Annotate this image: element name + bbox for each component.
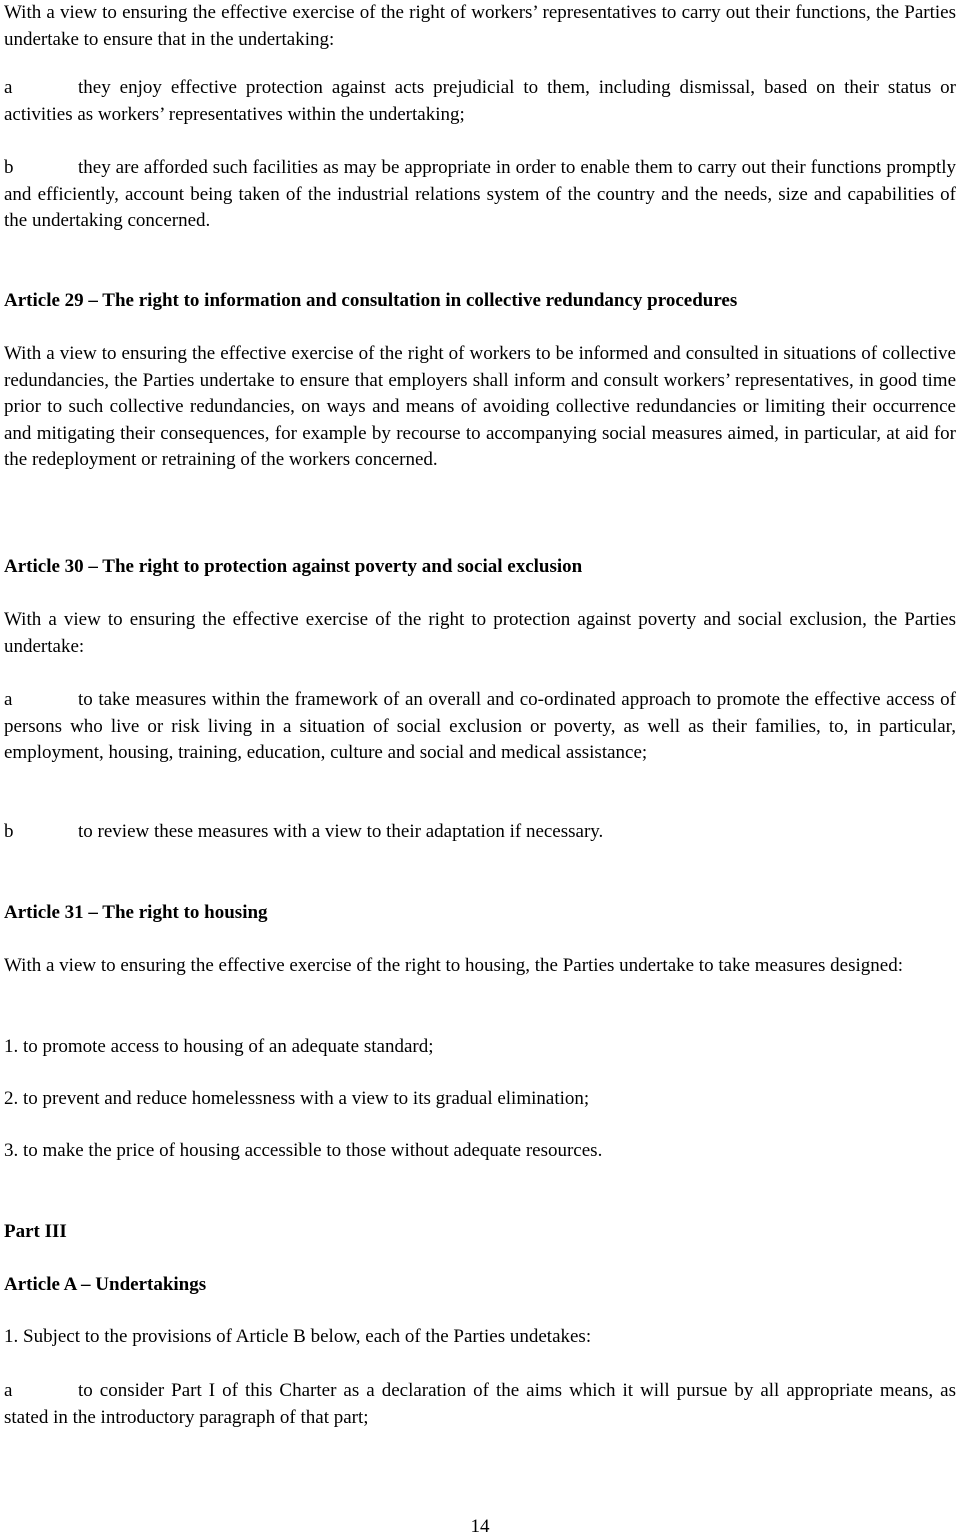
article-31-heading: Article 31 – The right to housing (4, 902, 268, 923)
item-marker: b (4, 821, 14, 842)
intro-paragraph: With a view to ensuring the effective exercise of the right of workers’ representatives to carry out their functions, the Parties undertake to ensure that in the undertaking: (4, 2, 956, 50)
item-marker: a (4, 689, 13, 710)
article-29-heading: Article 29 – The right to information and consultation in collective redundancy procedures (4, 290, 738, 311)
item-text: to review these measures with a view to their adaptation if necessary. (78, 821, 604, 842)
part-3-heading: Part III (4, 1221, 67, 1242)
article-a-item-a (4, 1378, 956, 1431)
item-text: to take measures within the framework of an overall and co-ordinated approach to promote the effective access of persons who live or risk living in a situation of social exclusion or poverty, as well as their families, to, in particular, employment, housing, training, education, culture and social and medical assistance; (4, 689, 956, 764)
article-30-heading: Article 30 – The right to protection against poverty and social exclusion (4, 556, 583, 577)
article-a-paragraph-1: 1. Subject to the provisions of Article B below, each of the Parties undetakes: (4, 1326, 592, 1347)
item-text: they enjoy effective protection against acts prejudicial to them, including dismissal, based on their status or activities as workers’ representatives within the undertaking; (4, 77, 956, 125)
article-30-paragraph: With a view to ensuring the effective exercise of the right to protection against poverty and social exclusion, the Parties undertake: (4, 609, 956, 657)
article-31-paragraph: With a view to ensuring the effective exercise of the right to housing, the Parties undertake to take measures designed: (4, 955, 903, 976)
article-31-item-3: 3. to make the price of housing accessible to those without adequate resources. (4, 1140, 603, 1161)
item-marker: a (4, 77, 13, 98)
article-30-item-a (4, 687, 956, 767)
item-text: they are afforded such facilities as may be appropriate in order to enable them to carry out their functions promptly and efficiently, account being taken of the industrial relations system of the country and the needs, size and capabilities of the undertaking concerned. (4, 157, 956, 232)
article-a-heading: Article A – Undertakings (4, 1274, 207, 1295)
item-marker: a (4, 1380, 13, 1401)
article-29-paragraph: With a view to ensuring the effective exercise of the right of workers to be informed and consulted in situations of collective redundancies, the Parties undertake to ensure that employers shall inform and consult workers’ representatives, in good time prior to such collective redundancies, on ways and means of avoiding collective redundancies or limiting their occurrence and mitigating their consequences, for example by recourse to accompanying social measures aimed, in particular, at aid for the redeployment or retraining of the workers concerned. (4, 343, 956, 471)
page-number: 14 (470, 1516, 490, 1537)
article-31-item-1: 1. to promote access to housing of an adequate standard; (4, 1036, 434, 1057)
article-30-item-b (4, 819, 956, 846)
article-31-item-2: 2. to prevent and reduce homelessness with a view to its gradual elimination; (4, 1088, 590, 1109)
item-marker: b (4, 157, 14, 178)
intro-item-a (4, 75, 956, 128)
item-text: to consider Part I of this Charter as a declaration of the aims which it will pursue by all appropriate means, as stated in the introductory paragraph of that part; (4, 1380, 956, 1428)
intro-item-b (4, 155, 956, 235)
